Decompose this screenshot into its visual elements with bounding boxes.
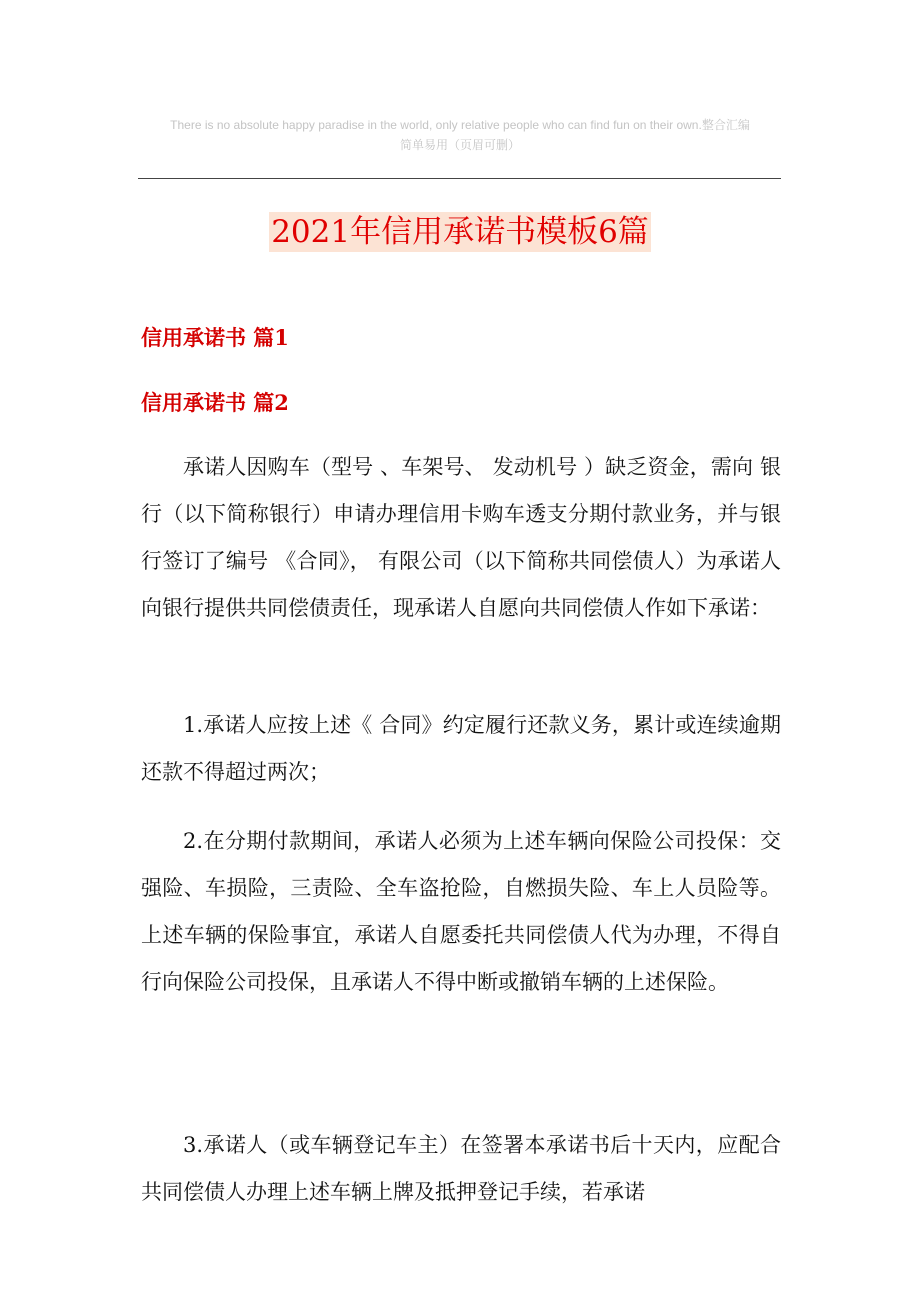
paragraph-item-2: 2.在分期付款期间，承诺人必须为上述车辆向保险公司投保：交强险、车损险，三责险、全车盗抢险，自燃损失险、车上人员险等。上述车辆的保险事宜，承诺人自愿委托共同偿债人代为办理，不得自行向保险公司投保，且承诺人不得中断或撤销车辆的上述保险。 [141,829,781,994]
page-header-note: 简单易用（页眉可删） [399,138,520,152]
header-divider [138,178,781,179]
paragraph-intro: 承诺人因购车（型号 、车架号、 发动机号 ）缺乏资金，需向 银行（以下简称银行）申请办理信用卡购车透支分期付款业务，并与银行签订了编号 《合同》， 有限公司（以下简称共同偿债人）为承诺人向银行提供共同偿债责任，现承诺人自愿向共同偿债人作如下承诺： [141,455,781,620]
paragraph-item-3: 3.承诺人（或车辆登记车主）在签署本承诺书后十天内，应配合共同偿债人办理上述车辆上牌及抵押登记手续，若承诺 [141,1133,781,1204]
section-heading-2: 信用承诺书 篇2 [141,390,289,415]
section-heading-1: 信用承诺书 篇1 [141,325,289,350]
paragraph-item-1: 1.承诺人应按上述《 合同》约定履行还款义务，累计或连续逾期还款不得超过两次； [141,713,781,784]
page-header-quote: There is no absolute happy paradise in the world, only relative people who can find fun on their own.整合汇编 [170,118,750,132]
document-title [0,208,920,256]
document-title-text: 2021年信用承诺书模板6篇 [271,214,649,250]
